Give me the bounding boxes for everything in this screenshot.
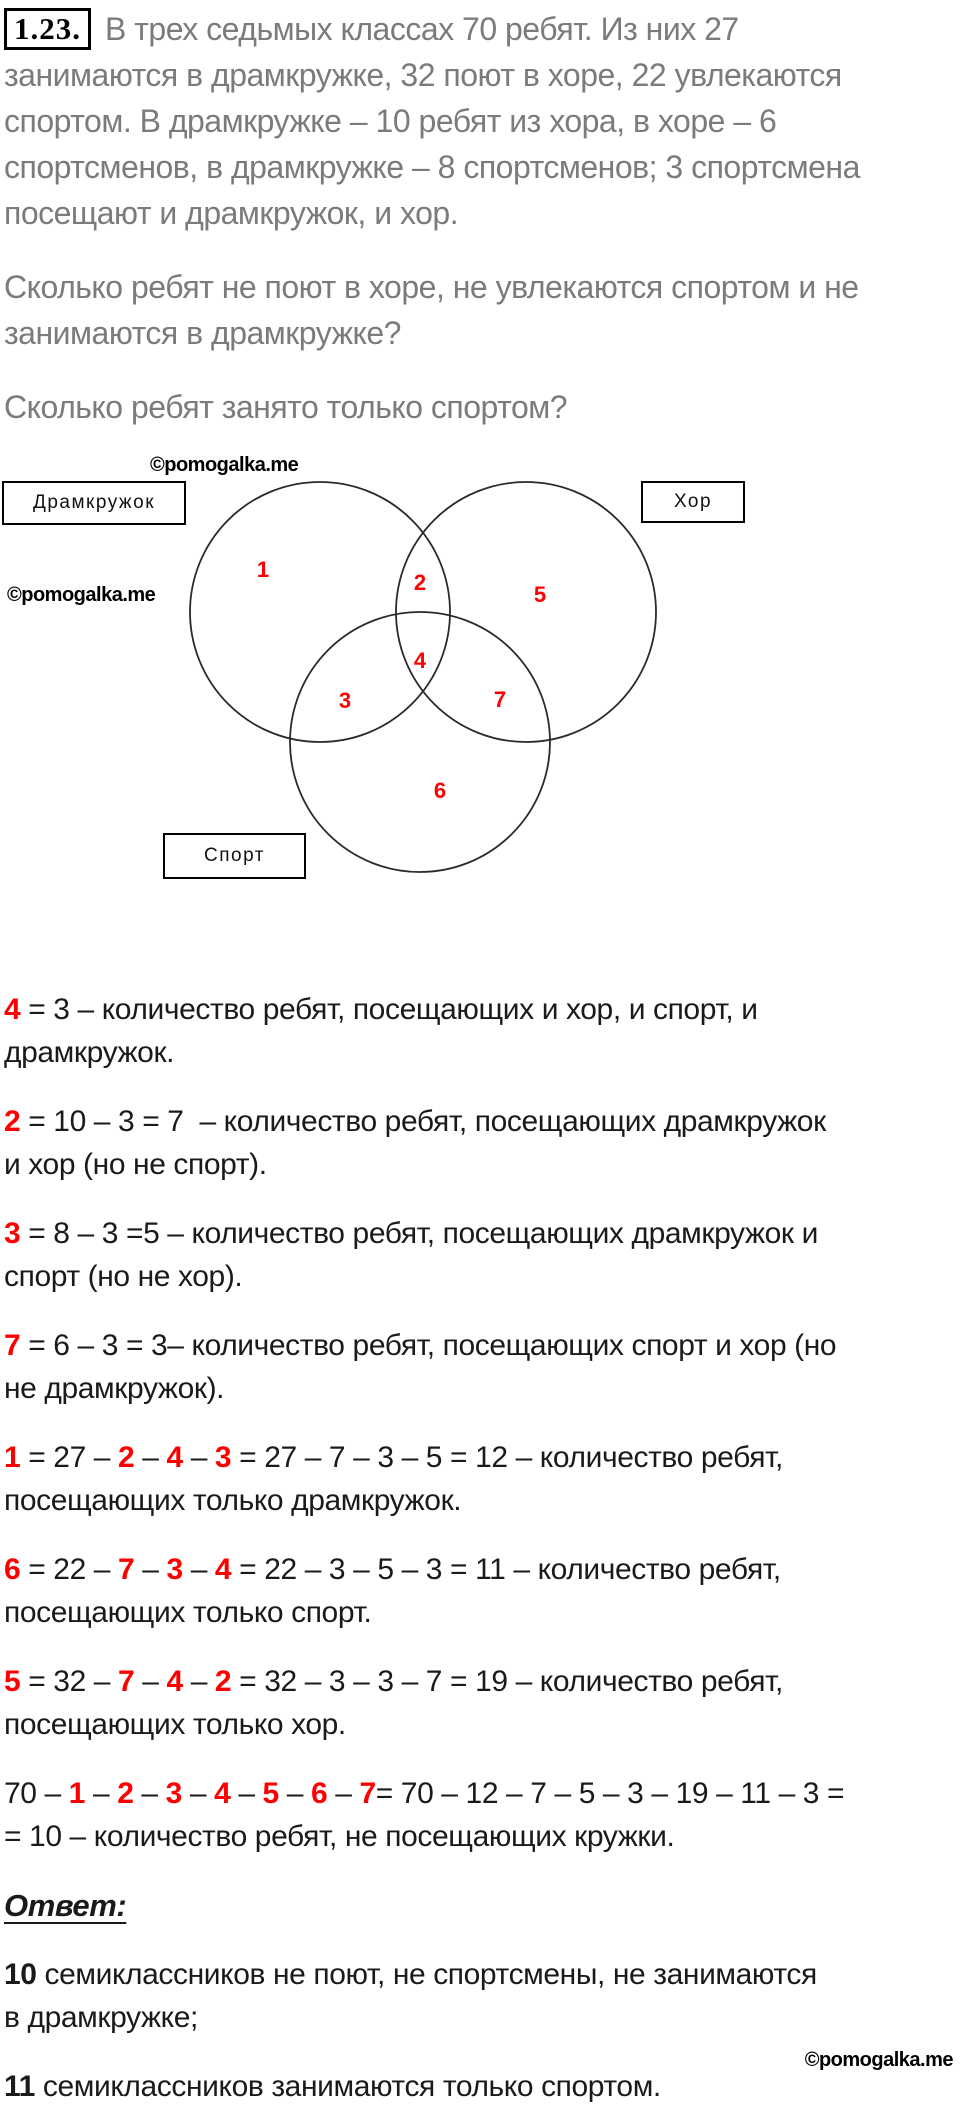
problem-statement-line: спортсменов, в драмкружке – 8 спортсменов; 3 спортсмена [4, 149, 860, 185]
region-ref: 4 [214, 1553, 232, 1586]
text-segment: = 8 – 3 =5 – количество ребят, посещающих драмкружок и [20, 1217, 818, 1250]
text-segment: – [182, 1441, 215, 1474]
text-segment: = 6 – 3 = 3– количество ребят, посещающих спорт и хор (но [20, 1329, 837, 1362]
answer-item-line [4, 1996, 960, 2039]
text-segment: семиклассников не поют, не спортсмены, не занимаются [36, 1958, 817, 1991]
solution-paragraph-line [4, 1548, 960, 1591]
set-label-sport: Спорт [163, 833, 306, 879]
region-number-6: 6 [433, 778, 447, 803]
text-segment: – [85, 1777, 118, 1810]
region-number-7: 7 [493, 687, 507, 712]
region-number-5: 5 [533, 582, 547, 607]
region-ref: 2 [118, 1441, 135, 1474]
problem-statement-text: В трех седьмых классах 70 ребят. Из них 27 [105, 11, 739, 47]
problem-statement-line: занимаются в драмкружке, 32 поют в хоре, 22 увлекаются [4, 57, 842, 93]
solution-paragraph-line [4, 1031, 960, 1074]
question-line: Сколько ребят не поют в хоре, не увлекаются спортом и не [4, 269, 859, 305]
solution-paragraph [4, 1212, 960, 1298]
problem-statement-line: посещают и драмкружок, и хор. [4, 195, 459, 231]
solution-paragraph-line [4, 1212, 960, 1255]
text-segment: – [134, 1553, 167, 1586]
text-segment: – [278, 1777, 311, 1810]
text-segment: посещающих только спорт. [4, 1596, 372, 1629]
solution-paragraph [4, 1660, 960, 1746]
watermark-top: ©pomogalka.me [150, 454, 299, 476]
solution-paragraph [4, 1772, 960, 1858]
question-line: занимаются в драмкружке? [4, 315, 401, 351]
region-ref: 3 [166, 1553, 183, 1586]
solution-paragraph-line [4, 1703, 960, 1746]
region-ref: 1 [68, 1777, 86, 1810]
text-segment: не драмкружок). [4, 1372, 225, 1405]
text-segment: драмкружок. [4, 1036, 175, 1069]
solution-paragraph [4, 1436, 960, 1522]
text-segment: = 10 – 3 = 7 – количество ребят, посещающих драмкружок [20, 1105, 826, 1138]
region-ref: 4 [166, 1665, 183, 1698]
solution-paragraph-line [4, 1324, 960, 1367]
venn-diagram [0, 452, 960, 964]
solution-paragraphs [4, 988, 960, 1858]
answer-item [4, 1953, 960, 2039]
text-segment: = 10 – количество ребят, не посещающих кружки. [4, 1820, 675, 1853]
region-ref: 4 [214, 1777, 231, 1810]
set-label-choir: Хор [641, 481, 745, 523]
text-segment: – [181, 1777, 215, 1810]
question-line: Сколько ребят занято только спортом? [4, 389, 568, 425]
answers-section [4, 1953, 960, 2108]
problem-statement [4, 6, 960, 236]
region-ref: 3 [4, 1217, 21, 1250]
region-ref: 5 [262, 1777, 279, 1810]
text-segment: – [134, 1441, 167, 1474]
solution-paragraph [4, 1324, 960, 1410]
problem-question-1 [4, 264, 960, 356]
region-ref: 7 [4, 1329, 21, 1362]
solution-paragraph-line [4, 1436, 960, 1479]
problem-section [0, 0, 960, 430]
text-segment: посещающих только драмкружок. [4, 1484, 462, 1517]
text-segment: 70 – [4, 1777, 69, 1810]
region-ref: 7 [359, 1777, 376, 1810]
text-segment: = 22 – 3 – 5 – 3 = 11 – количество ребят, [231, 1553, 781, 1586]
problem-question-2 [4, 384, 960, 430]
answer-heading: Ответ: [4, 1888, 127, 1923]
text-segment: 10 [4, 1958, 37, 1991]
region-number-1: 1 [256, 557, 270, 582]
region-number-2: 2 [413, 570, 427, 595]
region-ref: 2 [117, 1777, 134, 1810]
solution-paragraph-line [4, 1591, 960, 1634]
solution-paragraph-line [4, 1772, 960, 1815]
answer-item-line [4, 1953, 960, 1996]
solution-paragraph-line [4, 1479, 960, 1522]
solution-section [0, 988, 960, 2108]
solution-paragraph [4, 988, 960, 1074]
solution-paragraph-line [4, 1255, 960, 1298]
text-segment: – [133, 1777, 166, 1810]
text-segment: семиклассников занимаются только спортом. [34, 2070, 661, 2103]
task-number-badge: 1.23. [4, 8, 91, 50]
problem-statement-line [4, 6, 960, 52]
solution-paragraph-line [4, 1367, 960, 1410]
region-ref: 1 [4, 1441, 21, 1474]
text-segment: 11 [4, 2070, 35, 2103]
region-ref: 5 [4, 1665, 21, 1698]
text-segment: – [182, 1553, 215, 1586]
solution-paragraph-line [4, 1143, 960, 1186]
text-segment: – [182, 1665, 215, 1698]
text-segment: = 70 – 12 – 7 – 5 – 3 – 19 – 11 – 3 = [375, 1777, 845, 1810]
venn-circles [0, 452, 960, 964]
text-segment: = 3 – количество ребят, посещающих и хор, и спорт, и [20, 993, 758, 1026]
region-ref: 6 [311, 1777, 328, 1810]
text-segment: = 22 – [20, 1553, 119, 1586]
text-segment: посещающих только хор. [4, 1708, 346, 1741]
region-ref: 2 [4, 1105, 21, 1138]
text-segment: в драмкружке; [4, 2001, 198, 2034]
text-segment: и хор (но не спорт). [4, 1148, 267, 1181]
solution-paragraph-line [4, 1660, 960, 1703]
solution-paragraph [4, 1548, 960, 1634]
text-segment: = 32 – [20, 1665, 119, 1698]
watermark-bottom: ©pomogalka.me [804, 2049, 953, 2071]
region-number-4: 4 [413, 648, 427, 673]
text-segment: = 32 – 3 – 3 – 7 = 19 – количество ребят, [231, 1665, 783, 1698]
text-segment: – [134, 1665, 167, 1698]
solution-paragraph-line [4, 1100, 960, 1143]
solution-paragraph [4, 1100, 960, 1186]
region-ref: 2 [214, 1665, 232, 1698]
region-ref: 7 [118, 1553, 135, 1586]
text-segment: спорт (но не хор). [4, 1260, 243, 1293]
region-ref: 7 [118, 1665, 135, 1698]
text-segment: = 27 – [20, 1441, 119, 1474]
solution-paragraph-line [4, 988, 960, 1031]
watermark-left: ©pomogalka.me [7, 584, 156, 606]
solution-paragraph-line [4, 1815, 960, 1858]
problem-statement-line: спортом. В драмкружке – 10 ребят из хора, в хоре – 6 [4, 103, 777, 139]
region-ref: 4 [4, 993, 21, 1026]
text-segment: – [230, 1777, 263, 1810]
region-ref: 3 [165, 1777, 182, 1810]
text-segment: – [327, 1777, 360, 1810]
region-ref: 4 [166, 1441, 183, 1474]
region-number-3: 3 [338, 688, 352, 713]
region-ref: 3 [214, 1441, 232, 1474]
region-ref: 6 [4, 1553, 21, 1586]
set-label-drama: Драмкружок [2, 481, 186, 525]
text-segment: = 27 – 7 – 3 – 5 = 12 – количество ребят, [231, 1441, 783, 1474]
